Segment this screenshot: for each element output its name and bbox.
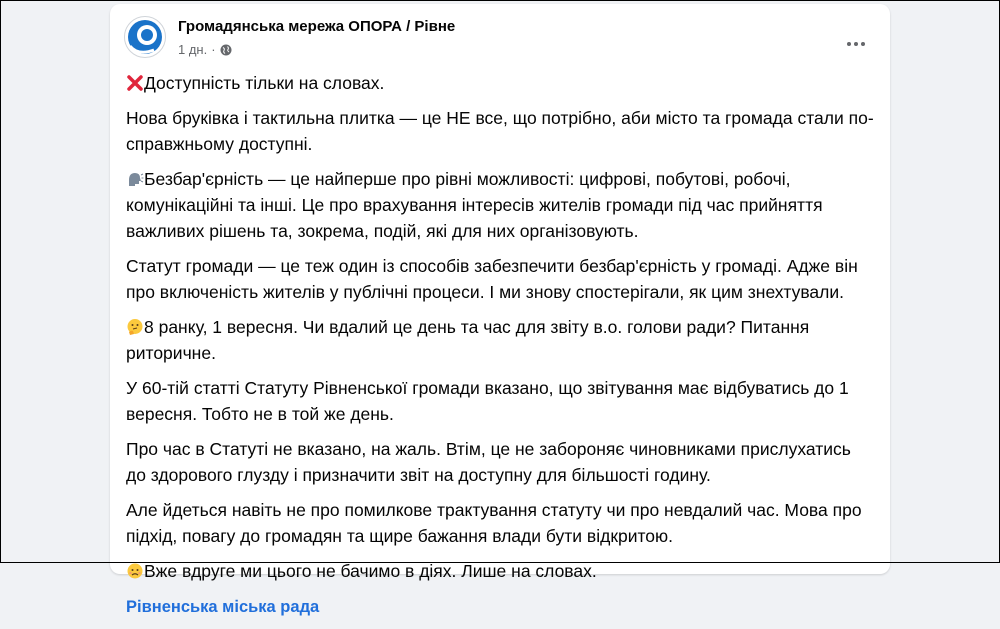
post-time[interactable]: 1 дн. [178, 42, 208, 57]
post-card [110, 4, 890, 616]
post-paragraph [126, 593, 874, 620]
opora-logo-icon[interactable] [124, 16, 166, 58]
paragraph-text: Але йдеться навіть не про помилкове трактування статуту чи про невдалий час. Мова про підхід, повагу до громадян та щире бажання влади бути відкритою. [126, 500, 862, 546]
post-paragraph [126, 558, 874, 584]
paragraph-text: Про час в Статуті не вказано, на жаль. Втім, це не забороняє чиновниками прислухатись до здорового глузду і призначити звіт на доступну для більшості годину. [126, 439, 851, 485]
paragraph-text: Доступність тільки на словах. [144, 73, 385, 93]
paragraph-text: Вже вдруге ми цього не бачимо в діях. Лише на словах. [144, 561, 597, 581]
post-paragraph [126, 166, 874, 244]
more-options-icon [846, 41, 866, 47]
paragraph-text: Статут громади — це теж один із способів забезпечити безбар'єрність у громаді. Адже він про включеність жителів у публічні процеси. І ми знову спостерігали, як цим знехтували. [126, 256, 858, 302]
page-tag-link[interactable]: Рівненська міська рада [126, 598, 320, 616]
thinking-face-icon [126, 318, 144, 336]
paragraph-text: Безбар'єрність — це найперше про рівні можливості: цифрові, побутові, робочі, комунікаційні та інші. Це про врахування інтересів жителів громади під час прийняття важливих рішень та, зокрема, подій, які для них організовують. [126, 169, 823, 241]
post-paragraph [126, 314, 874, 366]
paragraph-text: У 60-тій статті Статуту Рівненської громади вказано, що звітування має відбуватись до 1 вересня. Тобто не в той же день. [126, 378, 849, 424]
paragraph-text: 8 ранку, 1 вересня. Чи вдалий це день та час для звіту в.о. голови ради? Питання риторичне. [126, 317, 810, 363]
globe-icon[interactable] [220, 44, 232, 56]
post-paragraph [126, 375, 874, 427]
meta-separator: · [211, 42, 216, 57]
post-paragraph [126, 253, 874, 305]
post-meta [178, 41, 232, 59]
speaking-head-icon [126, 170, 144, 188]
cross-mark-icon [126, 74, 144, 92]
post-paragraph [126, 105, 874, 157]
post-body [126, 70, 874, 629]
paragraph-text: Нова бруківка і тактильна плитка — це НЕ все, що потрібно, аби місто та громада стали по-справжньому доступні. [126, 108, 874, 154]
author-name[interactable]: Громадянська мережа ОПОРА / Рівне [178, 18, 456, 35]
post-paragraph [126, 70, 874, 96]
post-paragraph [126, 436, 874, 488]
worried-face-icon [126, 562, 144, 580]
more-options-button[interactable] [838, 26, 874, 62]
post-paragraph [126, 497, 874, 549]
